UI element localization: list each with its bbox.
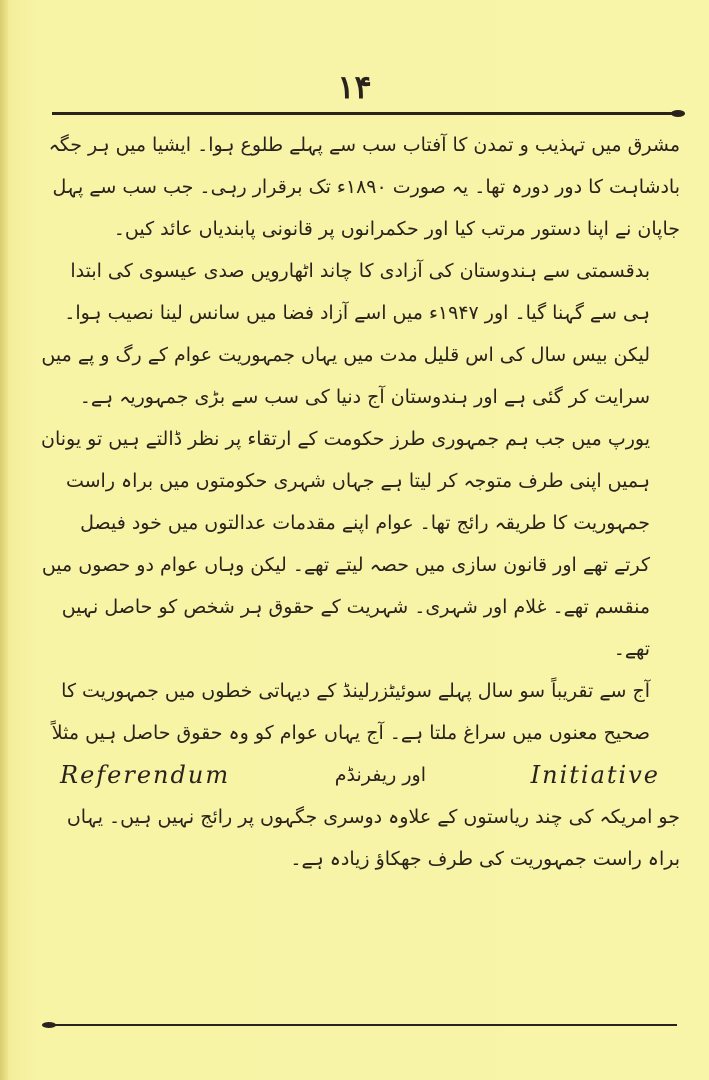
paragraph-3: یورپ میں جب ہم جمہوری طرز حکومت کے ارتقاء پر نظر ڈالتے ہیں تو یونان ہمیں اپنی طرف متوجہ کر لیتا ہے جہاں شہری حکومتوں میں براہ راست جمہوریت کا طریقہ رائج تھا۔ عوام اپنے مقدمات عدالتوں میں خود فیصل کرتے تھے اور قانون سازی میں حصہ لیتے تھے۔ لیکن وہاں عوام دو حصوں میں منقسم تھے۔ غلام اور شہری۔ شہریت کے حقوق ہر شخص کو حاصل نہیں تھے۔ — [40, 428, 650, 660]
paragraph-2: بدقسمتی سے ہندوستان کی آزادی کا چاند اٹھارویں صدی عیسوی کی ابتدا ہی سے گہنا گیا۔ اور ۱۹۴۷ء میں اسے آزاد فضا میں سانس لینا نصیب ہوا۔ لیکن بیس سال کی اس قلیل مدت میں یہاں جمہوریت عوام کے رگ و پے میں سرایت کر گئی ہے اور ہندوستان آج دنیا کی سب سے بڑی جمہوریہ ہے۔ — [41, 260, 650, 408]
page-number: ۱۴ — [337, 68, 372, 106]
referendum-urdu: اور ریفرنڈم — [334, 764, 426, 786]
page-gutter — [0, 0, 8, 1080]
closing-paragraph: جو امریکہ کی چند ریاستوں کے علاوہ دوسری جگہوں پر رائج نہیں ہیں۔ یہاں براہ راست جمہوریت کی طرف جھکاؤ زیادہ ہے۔ — [66, 806, 680, 870]
paragraph-4: آج سے تقریباً سو سال پہلے سوئیٹزرلینڈ کے دیہاتی خطوں میں جمہوریت کا صحیح معنوں میں سراغ ملتا ہے۔ آج یہاں عوام کو وہ حقوق حاصل ہیں مثلاً — [51, 680, 650, 744]
initiative-term: Initiative — [530, 761, 660, 789]
paragraph-1: مشرق میں تہذیب و تمدن کا آفتاب سب سے پہلے طلوع ہوا۔ ایشیا میں ہر جگہ بادشاہت کا دور دورہ تھا۔ یہ صورت ۱۸۹۰ء تک برقرار رہی۔ جب سب سے پہل جاپان نے اپنا دستور مرتب کیا اور حکمرانوں پر قانونی پابندیاں عائد کیں۔ — [48, 134, 680, 240]
body-text — [40, 124, 680, 880]
footer-rule — [52, 1024, 677, 1026]
header-rule — [52, 112, 677, 115]
referendum-term: Referendum — [60, 761, 231, 789]
latin-terms-line — [40, 754, 680, 796]
